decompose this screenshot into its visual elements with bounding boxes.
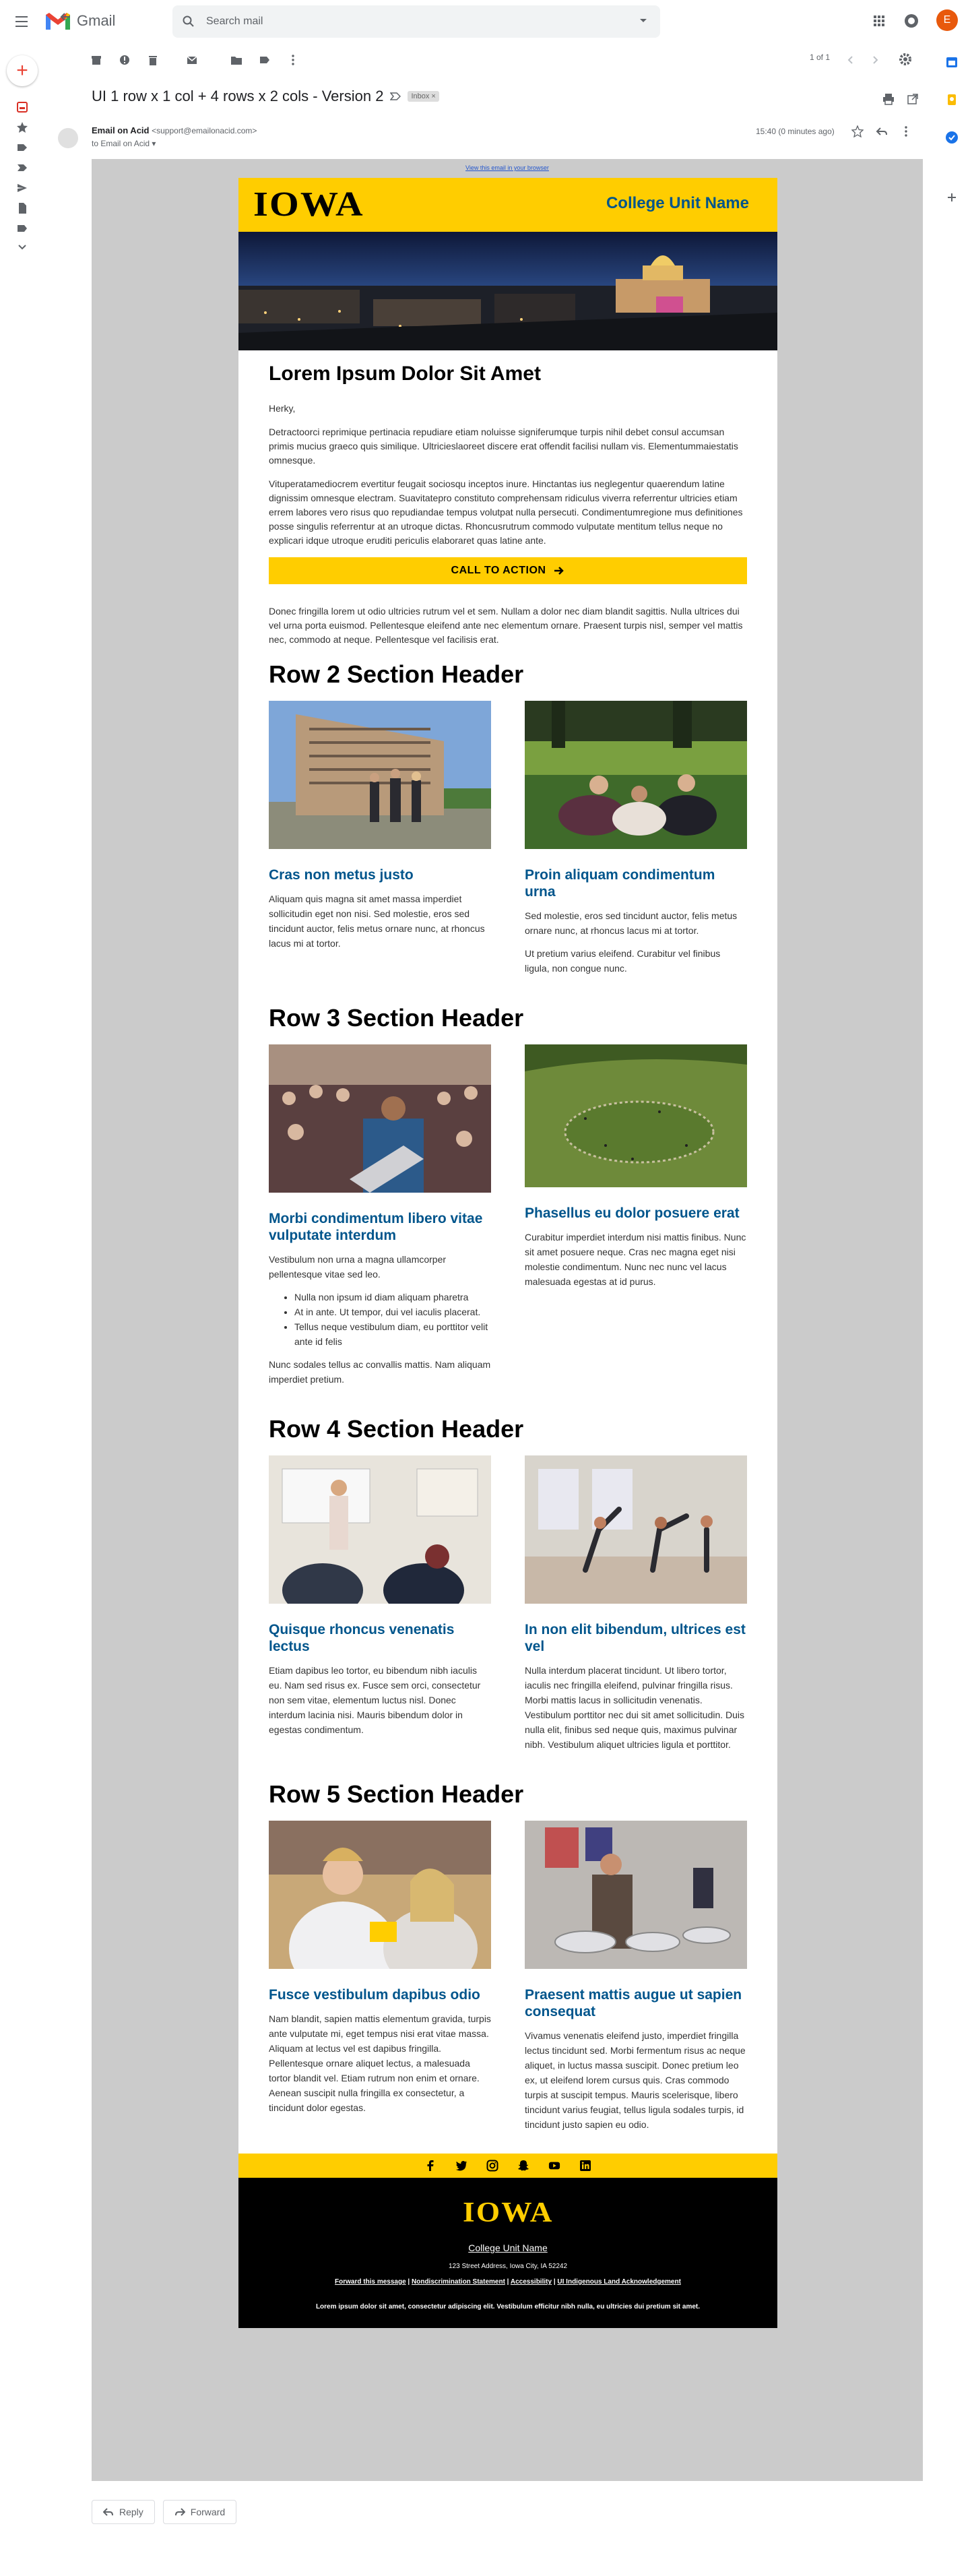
search-bar[interactable] [172,5,660,38]
importance-marker-icon[interactable] [390,92,401,101]
twitter-icon[interactable] [455,2160,467,2172]
top-bar [0,0,970,43]
keep-icon[interactable] [945,93,959,106]
row3-left-title[interactable]: Morbi condimentum libero vitae vulputate interdum [269,1211,483,1243]
footer-unit-name[interactable]: College Unit Name [468,2242,548,2253]
youtube-icon[interactable] [548,2160,560,2172]
row4-left-text: Etiam dapibus leo tortor, eu bibendum nibh iaculis eu. Nam sed risus ex. Fusce sem orci, consectetur non sem vitae, elementum luctus nisl. Donec interdum lacinia nisi. Mauris bibendum dolor in egestas condimentum. [269,1665,481,1735]
row4-right-text: Nulla interdum placerat tincidunt. Ut libero tortor, iaculis nec fringilla eleifend, pulvinar fringilla risus. Morbi mattis lacus in sollicitudin venenatis. Vestibulum porttitor nec dui sit amet sollicitudin. Duis nulla elit, finibus sed neque quis, maximus pulvinar nibh. Vestibulum aliquet ultricies ligula et porttitor. [525,1665,745,1750]
arrow-right-icon [554,566,564,575]
hero-image-campus-night [238,232,777,350]
account-avatar[interactable]: E [936,9,958,31]
apps-grid-icon[interactable] [873,15,885,27]
row5-left-text: Nam blandit, sapien mattis elementum gravida, turpis ante vulputate mi, eget tempus nisi erat vitae massa. Aliquam at lectus vel est dapibus fringilla. Pellentesque ornare aliquet lectus, a malesuada tortor blandit vel. Etiam rutrum non enim et ornare. Aenean suscipit nulla fringilla ex consectetur, a tincidunt dolor egestas. [269,2013,491,2113]
row3-left-text-2: Nunc sodales tellus ac convallis mattis. Nam aliquam imperdiet pretium. [269,1359,491,1385]
sender-name[interactable]: Email on Acid [92,125,150,135]
sender-email: <support@emailonacid.com> [152,126,257,135]
row2-left-column [269,701,491,984]
row5-left-title[interactable]: Fusce vestibulum dapibus odio [269,1987,480,2003]
row4-right-title[interactable]: In non elit bibendum, ultrices est vel [525,1622,746,1654]
intro-paragraph-3: Donec fringilla lorem ut odio ultricies rutrum vel et sem. Nullam a dolor nec diam blandit sagittis. Nulla ultrices dui vel urna porta euismod. Pellentesque eleifend ante nec elementum ornare. Praesent turpis nisl, semper vel mattis nec, commodo at neque. Pellentesque vel facilisis erat. [269,606,743,645]
footer-links: Forward this message | Nondiscrimination Statement | Accessibility | UI Indigenous Land Acknowledgement [335,2278,681,2286]
row3-bullet-list [294,1290,491,1349]
sent-icon[interactable] [16,182,28,194]
photo-pharmacy-students [269,1821,491,1969]
reply-arrow-icon [103,2507,114,2517]
archive-icon[interactable] [90,54,102,66]
more-chevron-icon[interactable] [16,241,28,253]
photo-students-walking [269,701,491,849]
search-input[interactable]: Search mail [206,15,263,27]
row2-right-title[interactable]: Proin aliquam condimentum urna [525,867,715,900]
nondiscrimination-link[interactable]: Nondiscrimination Statement [412,2278,505,2286]
row4-right-column [525,1455,747,1760]
subject-text: UI 1 row x 1 col + 4 rows x 2 cols - Version 2 [92,88,384,104]
list-item: • Tellus neque vestibulum diam, eu porttitor velit ante id felis [294,1319,491,1349]
search-options-icon[interactable] [640,19,647,22]
call-to-action-button[interactable] [269,557,747,584]
photo-students-on-grass [525,701,747,849]
inbox-icon[interactable] [16,101,28,113]
recipient-line[interactable]: to Email on Acid ▾ [92,139,156,148]
row3-right-title[interactable]: Phasellus eu dolor posuere erat [525,1205,740,1221]
cta-label: CALL TO ACTION [451,565,546,576]
row2-right-column [525,701,747,984]
forward-label: Forward [190,2507,226,2517]
reply-actions [92,2500,236,2524]
reply-button[interactable] [92,2500,155,2524]
row5-right-title[interactable]: Praesent mattis augue ut sapien consequat [525,1987,742,2019]
list-item: • At in ante. Ut tempor, dui vel iaculis placerat. [294,1305,491,1319]
row5 [269,1821,747,2140]
report-spam-icon[interactable] [119,54,131,66]
row3-header: Row 3 Section Header [269,1004,524,1032]
row4 [269,1455,747,1760]
photo-dance-class [525,1455,747,1604]
photo-classroom-teacher [269,1455,491,1604]
linkedin-icon[interactable] [579,2160,591,2172]
search-icon[interactable] [182,15,195,28]
snapchat-icon[interactable] [517,2160,529,2172]
forward-button[interactable] [163,2500,236,2524]
footer-address: 123 Street Address, Iowa City, IA 52242 [448,2263,568,2270]
message-toolbar [46,43,922,75]
older-chevron-icon[interactable] [869,54,881,66]
print-icon[interactable] [882,93,895,105]
pagination-count: 1 of 1 [810,53,831,62]
land-acknowledgement-link[interactable]: UI Indigenous Land Acknowledgement [557,2278,681,2286]
main-menu-icon[interactable] [9,9,34,34]
starred-icon[interactable] [16,121,28,133]
row4-left-column [269,1455,491,1760]
facebook-icon[interactable] [424,2160,437,2172]
newer-chevron-icon[interactable] [845,54,857,66]
star-icon[interactable] [851,125,864,137]
college-unit-name[interactable]: College Unit Name [606,194,749,212]
row2 [269,701,747,984]
message-time: 15:40 (0 minutes ago) [756,127,835,136]
snoozed-icon[interactable] [16,142,28,154]
tasks-icon[interactable] [945,131,959,144]
gmail-logo[interactable] [44,11,115,31]
row2-header: Row 2 Section Header [269,660,524,688]
forward-arrow-icon [174,2507,185,2517]
photo-lecture-hall [269,1044,491,1193]
recipient-text: to Email on Acid [92,139,150,148]
gmail-wordmark: Gmail [77,12,116,29]
notifications-icon[interactable] [904,13,919,28]
accessibility-link[interactable]: Accessibility [510,2278,552,2286]
sender-avatar[interactable] [58,128,78,148]
back-icon[interactable] [59,11,71,23]
footer-iowa-logo[interactable]: IOWA [462,2197,554,2228]
view-in-browser-link[interactable]: View this email in your browser [465,164,549,171]
compose-button[interactable]: + [7,55,38,86]
open-new-window-icon[interactable] [907,93,919,105]
instagram-icon[interactable] [486,2160,498,2172]
delete-icon[interactable] [147,54,159,66]
email-title: Lorem Ipsum Dolor Sit Amet [269,363,541,385]
row5-left-column [269,1821,491,2140]
intro-paragraph-2: Vituperatamediocrem evertitur feugait sociosqu inceptos inure. Hinctantas ius neglegentur quaerendum latine dignissim omnesque electram. Suavitatepro constituto comprehensam ridiculus viverra referrentur ultricies etiam errem labores vero risus quo repudiandae tempus volutpat nulla persecuti. Condimentumregione mus definitiones posse singulis referrentur at an utroque dictas. Rhoncusrutrum commodo vulputate mentitum tellus neque no explicari idque utroque eruditi periculis elaboraret quas latine ante. [269,478,743,546]
row3-right-text: Curabitur imperdiet interdum nisi mattis finibus. Nunc sit amet posuere neque. Cras nec magna eget nisi molestie condimentum. Nunc nec nunc vel lacus malesuada egestas at id purus. [525,1232,746,1287]
row4-header: Row 4 Section Header [269,1415,524,1443]
row3-right-column [525,1044,747,1395]
row3-left-column [269,1044,491,1395]
reply-label: Reply [119,2507,143,2517]
greeting: Herky, [269,403,296,414]
row2-right-text-2: Ut pretium varius eleifend. Curabitur vel finibus ligula, non congue nunc. [525,948,721,974]
drafts-icon[interactable] [16,202,28,214]
forward-message-link[interactable]: Forward this message [335,2278,406,2286]
email-header [238,178,777,232]
sender-line [92,125,257,135]
label-icon[interactable] [16,222,28,234]
row3-left-text-1: Vestibulum non urna a magna ullamcorper pellentesque vitae sed leo. [269,1254,447,1280]
move-to-icon[interactable] [230,54,243,66]
settings-gear-icon[interactable] [899,53,912,66]
intro-paragraph-1: Detractoorci reprimique pertinacia repudiare etiam noluisse signiferumque turpis nihil debet consul accumsan primis mucius graeco quis similique. Ultricieslaoreet discere erat offendit facilisi nullam vis. Elementummaiestatis omnesque. [269,427,738,466]
email-body [238,350,777,2140]
email-canvas [92,159,923,2481]
row4-left-title[interactable]: Quisque rhoncus venenatis lectus [269,1622,455,1654]
calendar-icon[interactable] [945,55,959,69]
row2-right-text-1: Sed molestie, eros sed tincidunt auctor, felis metus ornare nunc, at rhoncus lacus mi at tortor. [525,910,738,936]
inbox-label-chip[interactable]: Inbox × [408,91,439,102]
social-bar [238,2154,777,2178]
email-content [238,178,777,2328]
message-subject [92,88,439,105]
row3 [269,1044,747,1395]
mark-unread-icon[interactable] [186,54,198,66]
important-icon[interactable] [16,162,28,174]
more-actions-icon[interactable] [287,54,299,66]
row5-right-text: Vivamus venenatis eleifend justo, imperdiet fringilla lectus tincidunt sed. Morbi fermentum risus ac neque aliquet, in luctus massa suscipit. Donec pretium leo ex, ut eleifend lorem cursus quis. Cras commodo turpis at suscipit tempus. Mauris scelerisque, libero tincidunt varius feugiat, tellus ligula sodales turpis, id tincidunt justo sapien eu odio. [525,2030,746,2130]
labels-icon[interactable] [259,54,271,66]
iowa-logo[interactable]: IOWA [253,185,364,224]
list-item: • Nulla non ipsum id diam aliquam pharetra [294,1290,491,1305]
row2-left-title[interactable]: Cras non metus justo [269,867,414,883]
row2-left-text: Aliquam quis magna sit amet massa imperdiet sollicitudin eget non nisi. Sed molestie, eros sed tincidunt auctor, felis metus ornare nunc, at rhoncus lacus mi at tortor. [269,893,485,949]
row5-header: Row 5 Section Header [269,1780,524,1808]
photo-drum-players [525,1821,747,1969]
row5-right-column [525,1821,747,2140]
message-more-icon[interactable] [900,125,912,137]
footer-disclaimer: Lorem ipsum dolor sit amet, consectetur adipiscing elit. Vestibulum efficitur nibh nulla, eu ultricies dui pretium sit amet. [315,2303,701,2311]
email-footer [238,2178,777,2328]
add-addon-icon[interactable] [946,191,958,203]
reply-icon[interactable] [876,125,888,137]
photo-aerial-field [525,1044,747,1187]
